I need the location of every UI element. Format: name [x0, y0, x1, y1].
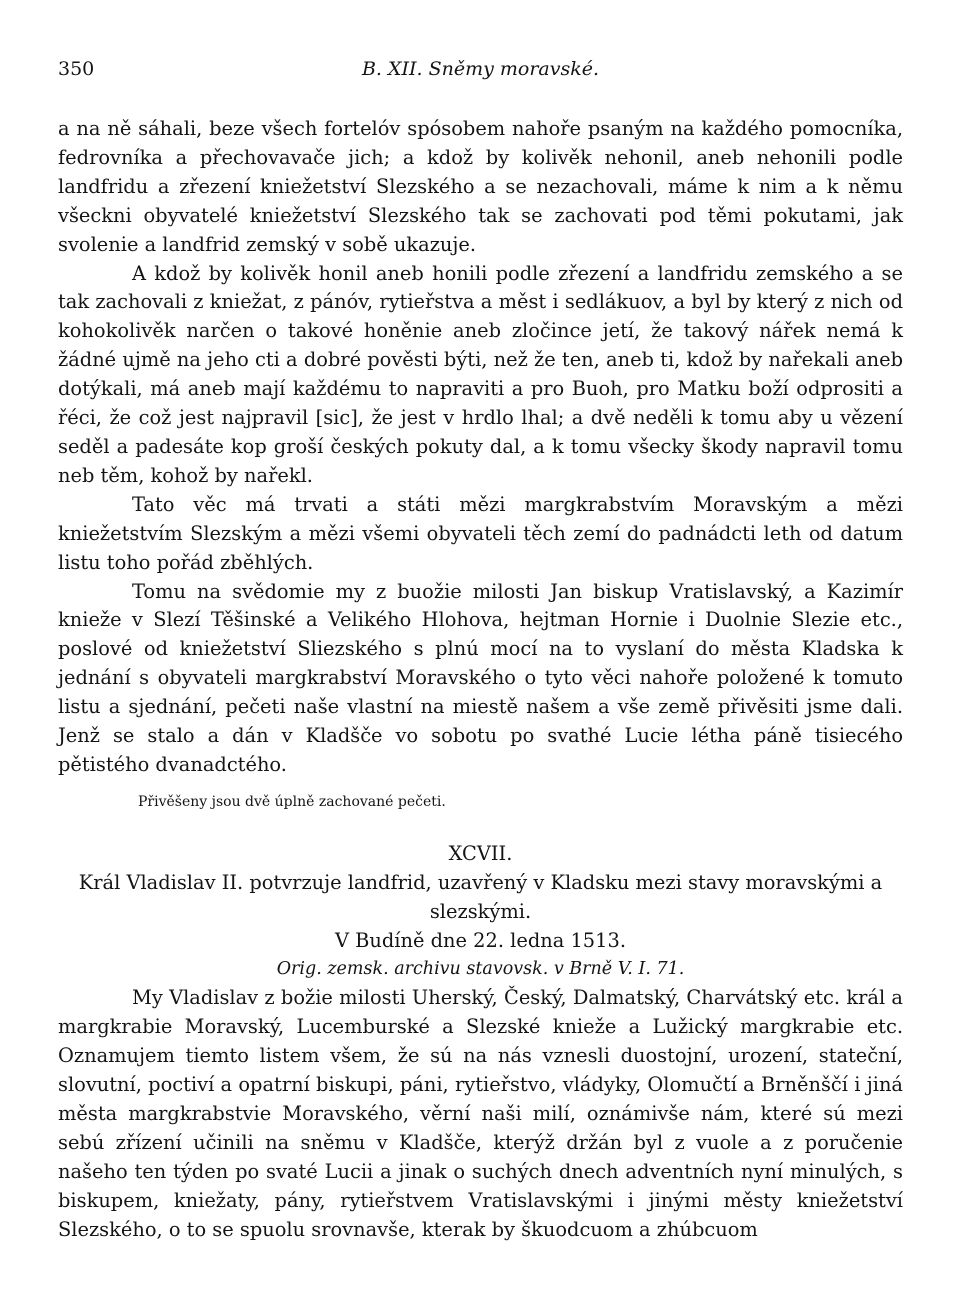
document-summary: Král Vladislav II. potvrzuje landfrid, uzavřený v Kladsku mezi stavy moravskými a slezskými. [78, 870, 883, 923]
seal-note: Přivěšeny jsou dvě úplně zachované pečeti. [138, 793, 446, 810]
source-reference: Orig. zemsk. archivu stavovsk. v Brně V. I. 71. [276, 959, 685, 980]
paragraph: My Vladislav z božie milosti Uherský, Český, Dalmatský, Charvátský etc. král a margkrabie Moravský, Lucemburské a Slezské knieže a Lužický margkrabie etc. Oznamujem tiemto listem všem, že sú na nás vznesli duostojní, urození, stateční, slovutní, poctiví a opatrní biskupi, páni, rytieřstvo, vládyky, Olomučtí a Brněnščí i jiná města margkrabstvie Moravského, věrní naši milí, oznámivše nám, které sú mezi sebú zřízení učinili na sněmu v Kladšče, kterýž držán byl z vuole a z poručenie našeho ten týden po svaté Lucii a jinak o suchých dnech adventních nyní minulých, s biskupem, kniežaty, pány, rytieřstvem Vratislavskými i jinými městy kniežetství Slezského, o to se spuolu srovnavše, kterak by škuodcuom a zhúbcuom [58, 986, 903, 1241]
document-number: XCVII. [448, 841, 513, 865]
page-header [58, 58, 903, 88]
paragraph-continuation: a na ně sáhali, beze všech fortelóv spósobem nahoře psaným na každého pomocníka, fedrovníka a přechovavače jich; a kdož by kolivěk nehonil, aneb nehonili podle landfridu a zřezení kniežetství Slezského a se nezachovali, máme k nim a k němu všeckni obyvatelé kniežetství Slezského tak se zachovati pod těmi pokutami, jak svolenie a landfrid zemský v sobě ukazuje. [58, 117, 903, 256]
running-title: B. XII. Sněmy moravské. [361, 58, 600, 80]
document-date: V Budíně dne 22. ledna 1513. [334, 928, 626, 952]
paragraph: A kdož by kolivěk honil aneb honili podle zřezení a landfridu zemského a se tak zachovali z kniežat, z pánóv, rytieřstva a měst i sedlákuov, a byl by který z nich od kohokolivěk narčen o takové honěnie aneb zločince jetí, že takový nářek nemá k žádné ujmě na jeho cti a dobré pověsti býti, než že ten, aneb ti, kdož by nařekali aneb dotýkali, má aneb mají každému to napraviti a pro Buoh, pro Matku boží odprositi a řéci, že což jest najpravil [sic], že jest v hrdlo lhal; a dvě neděli k tomu aby u vězení seděl a padesáte kop groší českých pokuty dal, a k tomu všecky škody napravil tomu neb těm, kohož by nařekl. [58, 261, 903, 487]
page-body [58, 115, 903, 1245]
paragraph: Tomu na svědomie my z buožie milosti Jan biskup Vratislavský, a Kazimír knieže v Slezí Těšinské a Velikého Hlohova, hejtman Hornie i Duolnie Slezie etc., poslové od kniežetství Sliezského s plnú mocí na to vyslaní do města Kladska k jednání s obyvateli margkrabství Moravského o tyto věci nahoře položené k tomuto listu a sjednání, pečeti naše vlastní na miestě našem a vše země přivěsiti jsme dali. Jenž se stalo a dán v Kladšče vo sobotu po svathé Lucie létha páně tisiecého pětistého dvanadctého. [58, 579, 903, 776]
paragraph: Tato věc má trvati a státi mězi margkrabstvím Moravským a mězi kniežetstvím Slezským a mězi všemi obyvateli těch zemí do padnádcti leth od datum listu toho pořád zběhlých. [58, 492, 903, 574]
page-number: 350 [58, 58, 95, 80]
